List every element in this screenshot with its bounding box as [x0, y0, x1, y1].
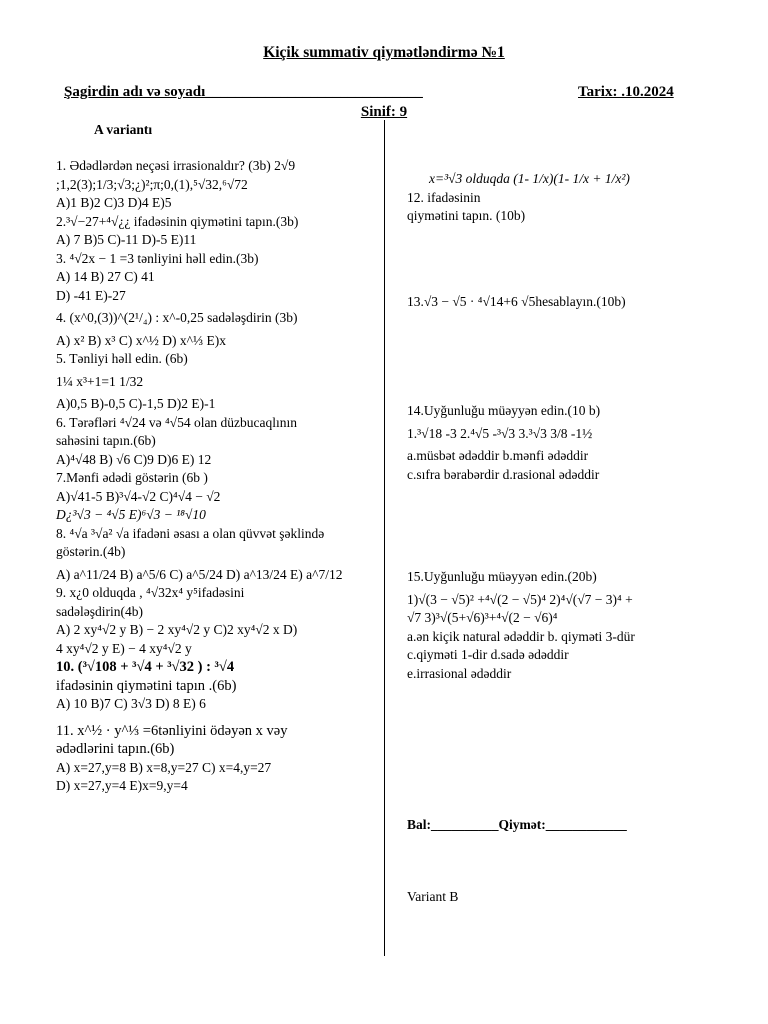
question-3: 3. ⁴√2x − 1 =3 tənliyini həll edin.(3b) — [56, 250, 259, 266]
class-label: Sinif: 9 — [360, 104, 408, 120]
question-15-answers-a: a.ən kiçik natural ədəddir b. qiyməti 3-dür — [407, 628, 635, 644]
question-7-options-a: A)√41-5 B)³√4-√2 C)⁴√4 − √2 — [56, 488, 221, 504]
question-9: 9. x¿0 olduqda , ⁴√32x⁴ y⁵ifadəsini — [56, 585, 245, 600]
question-12-line2: qiymətini tapın. (10b) — [407, 208, 526, 223]
question-8-options: A) a^11/24 B) a^5/6 C) a^5/24 D) a^13/24 E) a^7/12 — [56, 566, 343, 582]
question-12-math: x=³√3 olduqda (1- 1/x)(1- 1/x + 1/x²) — [429, 171, 630, 186]
question-2-options: A) 7 B)5 C)-11 D)-5 E)11 — [56, 232, 197, 247]
question-12-line1: 12. ifadəsinin — [407, 189, 481, 205]
question-12 — [407, 170, 747, 226]
question-3-options-a: A) 14 B) 27 C) 41 — [56, 269, 155, 284]
column-divider — [384, 120, 385, 956]
question-1: 1. Ədədlərdən neçəsi irrasionaldır? (3b) 2√9 — [56, 158, 296, 173]
variant-a-label: A variantı — [94, 122, 153, 137]
left-column — [56, 157, 376, 796]
question-10-options: A) 10 B)7 C) 3√3 D) 8 E) 6 — [56, 696, 206, 711]
question-11-options-b: D) x=27,y=4 E)x=9,y=4 — [56, 778, 188, 793]
question-1-options: A)1 B)2 C)3 D)4 E)5 — [56, 195, 172, 210]
question-9-options-b: 4 xy⁴√2 y E) − 4 xy⁴√2 y — [56, 640, 192, 656]
question-14-answers-b: c.sıfra bərabərdir d.rasional ədəddir — [407, 466, 600, 482]
question-10-cont: ifadəsinin qiymətini tapın .(6b) — [56, 677, 237, 694]
question-1-numbers: ;1,2(3);1/3;√3;¿)²;π;0,(1),⁵√32,⁶√72 — [56, 176, 248, 192]
question-14-title: 14.Uyğunluğu müəyyən edin.(10 b) — [407, 403, 601, 418]
question-15-answers-b: c.qiyməti 1-dir d.sadə ədəddir — [407, 647, 569, 662]
question-15-answers-c: e.irrasional ədəddir — [407, 665, 512, 681]
question-15-items-b: √7 3)³√(5+√6)³+⁴√(2 − √6)⁴ — [407, 610, 558, 625]
question-6-options: A)⁴√48 B) √6 C)9 D)6 E) 12 — [56, 451, 212, 467]
question-5-options: A)0,5 B)-0,5 C)-1,5 D)2 E)-1 — [56, 396, 216, 411]
page-title: Kiçik summativ qiymətləndirmə №1 — [263, 44, 505, 61]
question-7: 7.Mənfi ədədi göstərin (6b ) — [56, 470, 208, 485]
question-4: 4. (x^0,(3))^(2¹/₄) : x^-0,25 sadələşdirin (3b) — [56, 310, 298, 325]
question-3-options-b: D) -41 E)-27 — [56, 287, 126, 303]
student-name-label: Şagirdin adı və soyadı_____________________________ — [64, 84, 423, 100]
question-9-cont: sadələşdirin(4b) — [56, 603, 143, 619]
question-15 — [407, 568, 747, 683]
question-9-options-a: A) 2 xy⁴√2 y B) − 2 xy⁴√2 y C)2 xy⁴√2 x D) — [56, 622, 298, 637]
question-13-text: 13.√3 − √5 · ⁴√14+6 √5hesablayın.(10b) — [407, 294, 626, 309]
question-11-options-a: A) x=27,y=8 B) x=8,y=27 C) x=4,y=27 — [56, 759, 272, 775]
question-14 — [407, 402, 747, 484]
question-5: 5. Tənliyi həll edin. (6b) — [56, 351, 188, 366]
question-11-cont: ədədlərini tapın.(6b) — [56, 741, 175, 757]
question-5-equation: 1¼ x³+1=1 1/32 — [56, 373, 144, 389]
question-15-title: 15.Uyğunluğu müəyyən edin.(20b) — [407, 569, 597, 584]
question-14-items: 1.³√18 -3 2.⁴√5 -³√3 3.³√3 3/8 -1½ — [407, 425, 593, 441]
question-8: 8. ⁴√a ³√a² √a ifadəni əsası a olan qüvvət şəklində — [56, 525, 325, 541]
date-label: Tarix: .10.2024 — [578, 84, 674, 100]
score-line: Bal:__________Qiymət:____________ — [407, 817, 627, 832]
question-8-cont: göstərin.(4b) — [56, 544, 126, 559]
question-13 — [407, 293, 747, 312]
question-4-options: A) x² B) x³ C) x^½ D) x^⅓ E)x — [56, 332, 226, 348]
question-7-options-b: D¿³√3 − ⁴√5 E)⁶√3 − ¹⁸√10 — [56, 507, 206, 522]
question-11: 11. x^½ · y^⅓ =6tənliyini ödəyən x vəy — [56, 722, 288, 739]
question-14-answers-a: a.müsbət ədəddir b.mənfi ədəddir — [407, 448, 589, 463]
question-6: 6. Tərəfləri ⁴√24 və ⁴√54 olan düzbucaqlının — [56, 414, 298, 430]
question-10: 10. (³√108 + ³√4 + ³√32 ) : ³√4 — [56, 659, 235, 675]
question-6-cont: sahəsini tapın.(6b) — [56, 433, 156, 448]
question-2: 2.³√−27+⁴√¿¿ ifadəsinin qiymətini tapın.(3b) — [56, 213, 299, 229]
variant-b-label: Variant B — [407, 889, 459, 904]
question-15-items-a: 1)√(3 − √5)² +⁴√(2 − √5)⁴ 2)⁴√(√7 − 3)⁴ + — [407, 591, 633, 607]
